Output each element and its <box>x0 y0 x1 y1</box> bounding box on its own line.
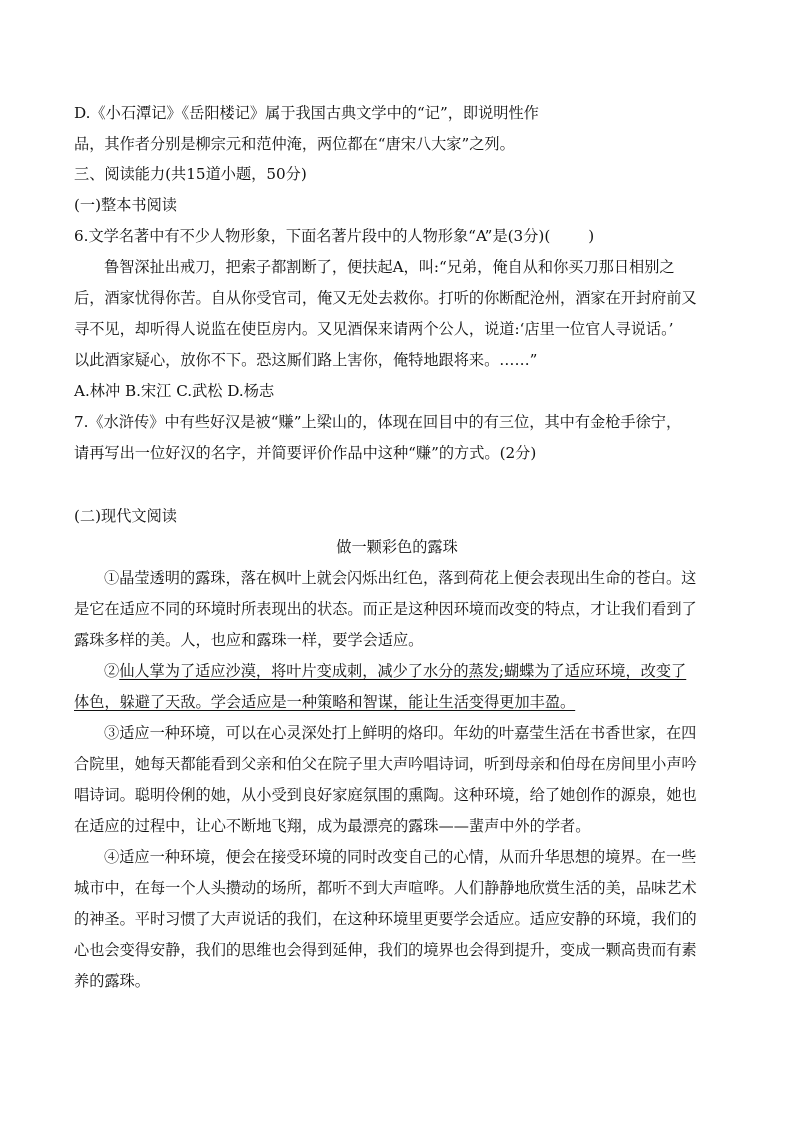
article-p3-line-3: 唱诗词。聪明伶俐的她，从小受到良好家庭氛围的熏陶。这种环境，给了她创作的源泉，她也 <box>74 786 697 804</box>
article-p4-line-2: 城市中，在每一个人头攒动的场所，都听不到大声喧哗。人们静静地欣赏生活的美，品味艺术 <box>74 879 697 897</box>
paragraph-number: ② <box>104 662 120 680</box>
underlined-sentence: 仙人掌为了适应沙漠，将叶片变成刺，减少了水分的蒸发;蝴蝶为了适应环境，改变了 <box>119 662 687 680</box>
article-p4-line-3: 的神圣。平时习惯了大声说话的我们，在这种环境里更要学会适应。适应安静的环境，我们的 <box>74 910 697 928</box>
question-6-stem <box>74 226 734 246</box>
option-d-line-1: D.《小石潭记》《岳阳楼记》属于我国古典文学中的“记”，即说明性作 <box>74 104 539 122</box>
q6-passage-line-4: 以此酒家疑心，放你不下。恐这厮们路上害你，俺特地跟将来。……” <box>74 351 538 369</box>
subsection-2-heading: (二)现代文阅读 <box>74 507 177 525</box>
article-p4-line-1: ④适应一种环境，便会在接受环境的同时改变自己的心情，从而升华思想的境界。在一些 <box>104 848 697 866</box>
question-6-stem-text: 6.文学名著中有不少人物形象，下面名著片段中的人物形象“A”是(3分)( <box>74 227 551 245</box>
article-p1-line-2: 是它在适应不同的环境时所表现出的状态。而正是这种因环境而改变的特点，才让我们看到了 <box>74 600 697 618</box>
article-p1-line-1: ①晶莹透明的露珠，落在枫叶上就会闪烁出红色，落到荷花上便会表现出生命的苍白。这 <box>104 569 697 587</box>
article-p2-line-1 <box>104 661 734 681</box>
q6-passage-line-3: 寻不见，却听得人说监在使臣房内。又见酒保来请两个公人，说道:‘店里一位官人寻说话。’ <box>74 320 674 338</box>
underlined-sentence: 体色，躲避了天敌。学会适应是一种策略和智谋，能让生活变得更加丰盈。 <box>74 693 576 711</box>
q6-passage-line-1: 鲁智深扯出戒刀，把索子都割断了，便扶起A，叫:“兄弟，俺自从和你买刀那日相别之 <box>104 258 675 276</box>
article-p3-line-2: 合院里，她每天都能看到父亲和伯父在院子里大声吟唱诗词，听到母亲和伯母在房间里小声吟 <box>74 755 697 773</box>
article-p2-line-2 <box>74 692 734 712</box>
question-7-line-2: 请再写出一位好汉的名字，并简要评价作品中这种“赚”的方式。(2分) <box>74 444 537 462</box>
article-p3-line-4: 在适应的过程中，让心不断地飞翔，成为最漂亮的露珠——蜚声中外的学者。 <box>74 817 591 835</box>
question-6-options: A.林冲 B.宋江 C.武松 D.杨志 <box>74 382 275 400</box>
section-3-heading: 三、阅读能力(共15道小题，50分) <box>74 165 307 183</box>
article-p4-line-4: 心也会变得安静，我们的思维也会得到延伸，我们的境界也会得到提升，变成一颗高贵而有素 <box>74 941 697 959</box>
question-7-line-1: 7.《水浒传》中有些好汉是被“赚”上梁山的，体现在回目中的有三位，其中有金枪手徐宁， <box>74 413 682 431</box>
article-p3-line-1: ③适应一种环境，可以在心灵深处打上鲜明的烙印。年幼的叶嘉莹生活在书香世家，在四 <box>104 724 697 742</box>
article-p4-line-5: 养的露珠。 <box>74 972 150 990</box>
option-d-line-2: 品，其作者分别是柳宗元和范仲淹，两位都在“唐宋八大家”之列。 <box>74 135 515 153</box>
question-6-stem-close: ) <box>588 227 595 245</box>
q6-passage-line-2: 后，酒家忧得你苦。自从你受官司，俺又无处去救你。打听的你断配沧州，酒家在开封府前又 <box>74 289 697 307</box>
subsection-1-heading: (一)整本书阅读 <box>74 196 177 214</box>
article-p1-line-3: 露珠多样的美。人，也应和露珠一样，要学会适应。 <box>74 631 424 649</box>
article-title: 做一颗彩色的露珠 <box>336 538 458 556</box>
